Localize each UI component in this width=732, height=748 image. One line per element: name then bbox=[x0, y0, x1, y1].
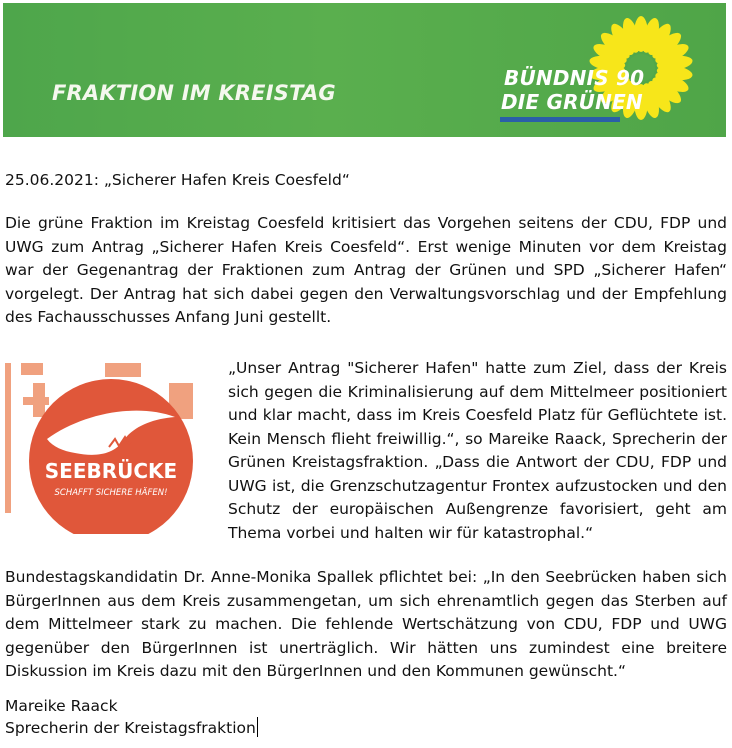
article-quote-paragraph: „Unser Antrag "Sicherer Hafen" hatte zum Ziel, dass der Kreis sich gegen die Kriminalisierung auf dem Mittelmeer positioniert und klar macht, dass im Kreis Coesfeld Platz für Geflüchtete ist. Kein Mensch flieht freiwillig.“, so Mareike Raack, Sprecherin der Grünen Kreistagsfraktion. „Dass die Antwort der CDU, FDP und UWG ist, die Grenzschutzagentur Frontex aufzustocken und den Schutz der europäischen Außengrenze favorisiert, geht am Thema vorbei und halten wir für katastrophal.“ bbox=[228, 359, 727, 542]
signature-role bbox=[5, 717, 727, 741]
seebruecke-slogan: SCHAFFT SICHERE HÄFEN! bbox=[54, 488, 168, 498]
header-banner bbox=[3, 3, 726, 137]
signature-name: Mareike Raack bbox=[5, 697, 118, 715]
text-cursor bbox=[257, 717, 258, 737]
seebruecke-name: SEEBRÜCKE bbox=[44, 459, 178, 483]
article-paragraph-1: Die grüne Fraktion im Kreistag Coesfeld kritisiert das Vorgehen seitens der CDU, FDP und UWG zum Antrag „Sicherer Hafen Kreis Coesfeld“. Erst wenige Minuten vor dem Kreistag war der Gegenantrag der Fraktionen zum Antrag der Grünen und SPD „Sicherer Hafen“ vorgelegt. Der Antrag hat sich dabei gegen den Verwaltungsvorschlag und der Empfehlung des Fachausschusses Anfang Juni gestellt. bbox=[5, 214, 727, 326]
article-paragraph-3: Bundestagskandidatin Dr. Anne-Monika Spallek pflichtet bei: „In den Seebrücken haben sich BürgerInnen aus dem Kreis zusammengetan, um sich ehrenamtlich gegen das Sterben auf dem Mittelmeer stark zu machen. Die fehlende Wertschätzung von CDU, FDP und UWG gegenüber den BürgerInnen ist unerträglich. Wir hätten uns zumindest eine breitere Diskussion im Kreis dazu mit den BürgerInnen und den Kommunen gewünscht.“ bbox=[5, 568, 727, 680]
logo-text-line2: DIE GRÜNEN bbox=[501, 90, 643, 114]
signature-role-text: Sprecherin der Kreistagsfraktion bbox=[5, 719, 256, 737]
header-title: FRAKTION IM KREISTAG bbox=[52, 81, 336, 105]
logo-underline bbox=[500, 117, 620, 122]
logo-text-line1: BÜNDNIS 90 bbox=[504, 66, 645, 90]
seebruecke-logo-image bbox=[5, 357, 214, 534]
article-date-title: 25.06.2021: „Sicherer Hafen Kreis Coesfeld“ bbox=[5, 171, 350, 189]
